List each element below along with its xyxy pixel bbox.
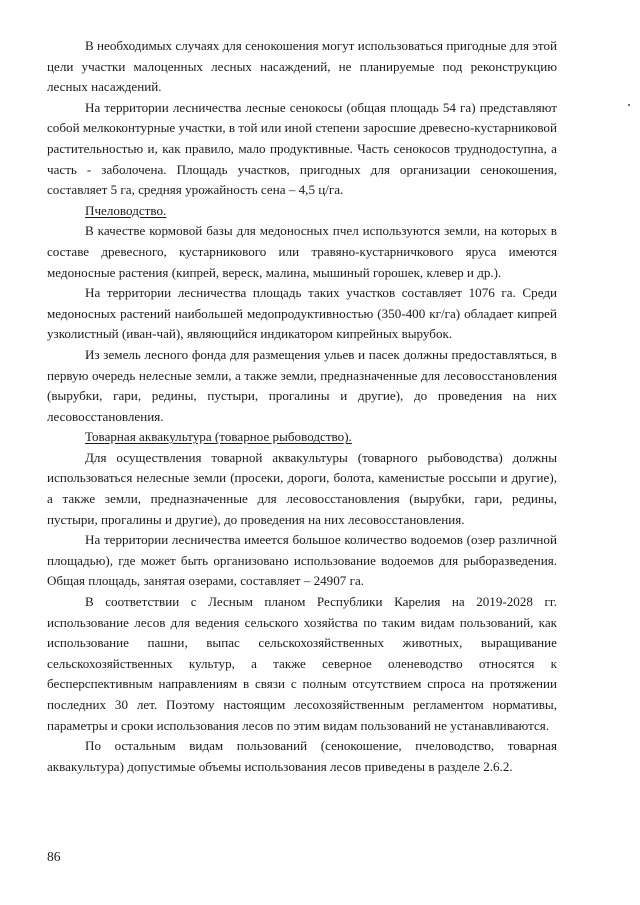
paragraph-hayfields-area: На территории лесничества лесные сенокосы (общая площадь 54 га) представляют собой мелкоконтурные участки, в той или иной степени заросшие древесно-кустарниковой растительностью и, как правило, мало продуктивные. Часть сенокосов труднодоступна, а часть - заболочена. Площадь участков, пригодных для организации сенокошения, составляет 5 га, средняя урожайность сена – 4,5 ц/га.: [47, 99, 557, 198]
page-number: 86: [47, 849, 61, 864]
scan-speck: [628, 104, 630, 106]
paragraph-forest-plan: В соответствии с Лесным планом Республики Карелия на 2019-2028 гг. использование лесов для ведения сельского хозяйства по таким видам пользований, как использование пашни, выпас сельскохозяйственных животных, выращивание сельскохозяйственных культур, а также северное оленеводство относятся к бесперспективным направлениям в связи с полным отсутствием спроса на протяжении последних 30 лет. Поэтому настоящим лесохозяйственным регламентом нормативы, параметры и сроки использования лесов по этим видам пользований не устанавливаются.: [47, 594, 557, 733]
paragraph-aquaculture-lands: Для осуществления товарной аквакультуры (товарного рыбоводства) должны использоваться нелесные земли (просеки, дороги, болота, каменистые россыпи и другие), а также земли, предназначенные для лесовосстановления (вырубки, гари, редины, пустыри, прогалины и другие), до проведения на них лесовосстановления.: [47, 449, 557, 527]
paragraph-apiaries: Из земель лесного фонда для размещения ульев и пасек должны предоставляться, в первую очередь нелесные земли, а также земли, предназначенные для лесовосстановления (вырубки, гари, редины, пустыри, прогалины и другие), до проведения на них лесовосстановления.: [47, 346, 557, 424]
paragraph-water-bodies: На территории лесничества имеется большое количество водоемов (озер различной площадью), где может быть организовано использование водоемов для рыборазведения. Общая площадь, занятая озерами, составляет – 24907 га.: [47, 532, 557, 589]
heading-aquaculture-text: Товарная аквакультура (товарное рыбоводство).: [85, 429, 352, 445]
heading-beekeeping: [47, 201, 557, 222]
document-page: [47, 36, 557, 777]
heading-beekeeping-text: Пчеловодство.: [85, 202, 167, 218]
paragraph-bee-forage: В качестве кормовой базы для медоносных пчел используются земли, на которых в составе древесного, кустарникового или травяно-кустарничкового яруса имеются медоносные растения (кипрей, вереск, малина, мышиный горошек, клевер и др.).: [47, 223, 557, 280]
paragraph-other-uses: По остальным видам пользований (сенокошение, пчеловодство, товарная аквакультура) допустимые объемы использования лесов приведены в разделе 2.6.2.: [47, 738, 557, 774]
heading-aquaculture: [47, 427, 557, 448]
paragraph-bee-area: На территории лесничества площадь таких участков составляет 1076 га. Среди медоносных растений наибольшей медопродуктивностью (350-400 кг/га) обладает кипрей узколистный (иван-чай), являющийся индикатором кипрейных вырубок.: [47, 285, 557, 342]
paragraph-hayfields-intro: В необходимых случаях для сенокошения могут использоваться пригодные для этой цели участки малоценных лесных насаждений, не планируемые под реконструкцию лесных насаждений.: [47, 38, 557, 95]
